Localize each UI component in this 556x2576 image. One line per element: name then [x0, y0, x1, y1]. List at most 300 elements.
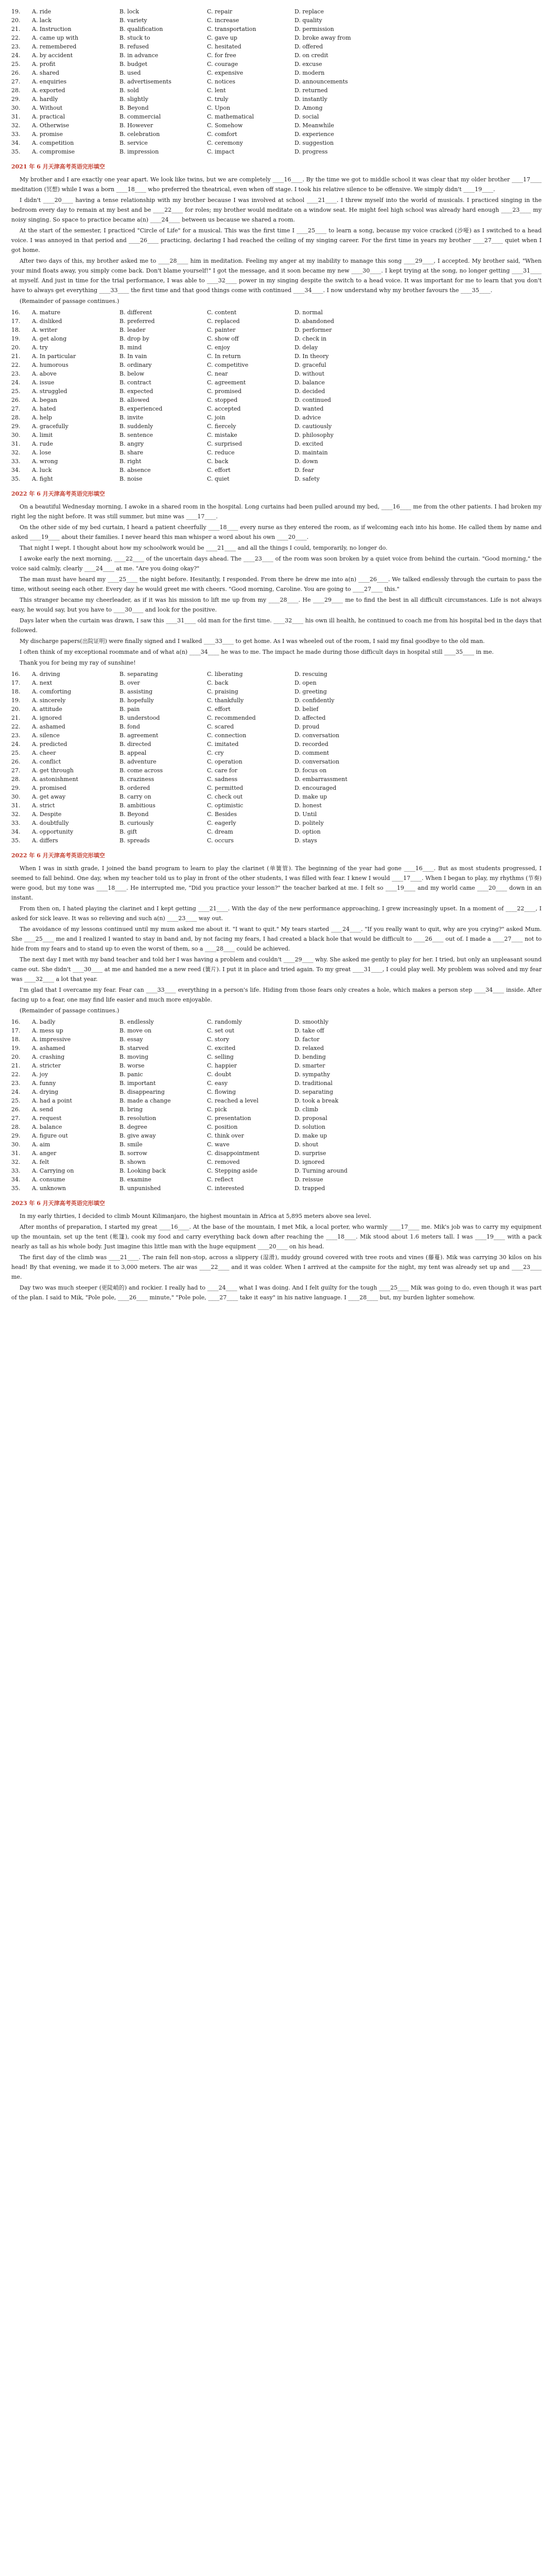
option-c: C. expensive: [207, 70, 244, 76]
option-c: C. reflect: [207, 1176, 234, 1183]
option-a: A. balance: [32, 1124, 62, 1130]
question-number: 26.: [11, 758, 21, 765]
passage-paragraph: Thank you for being my ray of sunshine!: [20, 659, 136, 666]
option-b: B. give away: [119, 1132, 156, 1139]
option-a: A. struggled: [32, 388, 67, 395]
option-c: C. check out: [207, 793, 243, 800]
option-c: C. liberating: [207, 671, 243, 677]
passage-paragraph: The first day of the climb was ____21____. The rain fell non-stop, across a slippery (湿滑), muddy ground covered with tree roots and vines (藤蔓). Mik was carrying 30 kilos on his head! By that evening, we made it to 3,000 meters. The air was ____22____ and it was colder. When I arrived at the campsite for the night, my tent was already set up and ____23____ me.: [11, 1254, 542, 1280]
option-c: C. accepted: [207, 405, 241, 412]
option-b: B. leader: [119, 327, 146, 333]
option-c: C. truly: [207, 96, 229, 103]
option-d: D. conversation: [294, 732, 340, 739]
option-a: A. doubtfully: [32, 820, 69, 826]
option-c: C. ceremony: [207, 140, 243, 146]
option-c: C. In return: [207, 353, 241, 360]
option-d: D. offered: [294, 43, 323, 50]
question-number: 26.: [11, 397, 21, 403]
option-d: D. normal: [294, 309, 323, 316]
option-b: B. made a change: [119, 1097, 171, 1104]
question-number: 22.: [11, 362, 21, 368]
option-d: D. solution: [294, 1124, 325, 1130]
option-a: A. humorous: [32, 362, 68, 368]
option-a: A. strict: [32, 802, 55, 809]
section-title: 2022 年 6 月天津高考英语完形填空: [11, 852, 105, 859]
option-b: B. budget: [119, 61, 148, 67]
option-d: D. balance: [294, 379, 325, 386]
option-c: C. permitted: [207, 785, 244, 791]
passage-paragraph: On a beautiful Wednesday morning, I awoke in a shared room in the hospital. Long curtains had been pulled around my bed, ____16____ me from the other patients. I had broken my right leg the night before. It was still summer, but mine was ____17____.: [11, 503, 542, 520]
option-d: D. performer: [294, 327, 332, 333]
option-d: D. replace: [294, 8, 324, 15]
question-number: 27.: [11, 78, 21, 85]
option-c: C. effort: [207, 467, 231, 473]
option-b: B. essay: [119, 1036, 143, 1043]
option-a: A. practical: [32, 113, 65, 120]
option-c: C. flowing: [207, 1089, 236, 1095]
question-number: 20.: [11, 344, 21, 351]
option-b: B. unpunished: [119, 1185, 161, 1192]
option-d: D. announcements: [294, 78, 348, 85]
option-d: D. focus on: [294, 767, 327, 774]
option-c: C. quiet: [207, 476, 230, 482]
option-c: C. replaced: [207, 318, 240, 325]
passage-paragraph: On the other side of my bed curtain, I heard a patient cheerfully ____18____ every nurse as they entered the room, as if welcoming each into his home. He called them by name and asked ____19____ about their families. I never heard this man whisper a word about his own ____20____.: [11, 524, 542, 540]
question-number: 23.: [11, 1080, 21, 1087]
option-a: A. rude: [32, 440, 53, 447]
option-b: B. spreads: [119, 837, 150, 844]
question-number: 33.: [11, 1167, 21, 1174]
option-d: D. permission: [294, 26, 334, 32]
option-d: D. without: [294, 370, 324, 377]
answer-options: [11, 8, 542, 155]
question-number: 21.: [11, 26, 21, 32]
option-c: C. agreement: [207, 379, 246, 386]
option-a: A. next: [32, 680, 53, 686]
question-number: 27.: [11, 767, 21, 774]
question-number: 32.: [11, 1159, 21, 1165]
passage-paragraph: Day two was much steeper (更陡峭的) and rockier. I really had to ____24____ what I was doing. And I felt guilty for the tough ____25____ Mik was going to do, even though it was part of the plan. I said to Mik, "Pole pole, ____26____ minute," "Pole pole, ____27____ take it easy" in his native language. I ____28____ but, my burden lighter somehow.: [11, 1284, 542, 1301]
option-a: A. get away: [32, 793, 66, 800]
option-a: A. Instruction: [32, 26, 72, 32]
question-number: 34.: [11, 1176, 21, 1183]
option-d: D. option: [294, 828, 321, 835]
option-b: B. carry on: [119, 793, 151, 800]
question-number: 30.: [11, 1141, 21, 1148]
option-a: A. profit: [32, 61, 56, 67]
question-number: 18.: [11, 688, 21, 695]
option-c: C. reached a level: [207, 1097, 258, 1104]
option-c: C. set out: [207, 1027, 235, 1034]
option-d: D. In theory: [294, 353, 329, 360]
answer-options: [11, 309, 542, 482]
option-b: B. expected: [119, 388, 153, 395]
question-number: 32.: [11, 122, 21, 129]
option-d: D. Among: [294, 105, 323, 111]
option-d: D. Until: [294, 811, 317, 818]
option-d: D. suggestion: [294, 140, 334, 146]
question-number: 25.: [11, 750, 21, 756]
option-d: D. progress: [294, 148, 328, 155]
option-d: D. honest: [294, 802, 322, 809]
option-c: C. Somehow: [207, 122, 243, 129]
option-c: C. mathematical: [207, 113, 254, 120]
option-a: A. attitude: [32, 706, 62, 713]
question-number: 28.: [11, 776, 21, 783]
question-number: 17.: [11, 1027, 21, 1034]
option-c: C. position: [207, 1124, 238, 1130]
option-c: C. content: [207, 309, 237, 316]
option-c: C. near: [207, 370, 228, 377]
option-a: A. wrong: [32, 458, 58, 465]
question-number: 31.: [11, 1150, 21, 1157]
question-number: 29.: [11, 96, 21, 103]
option-b: B. ordinary: [119, 362, 152, 368]
option-b: B. come across: [119, 767, 163, 774]
option-c: C. Stepping aside: [207, 1167, 257, 1174]
question-number: 19.: [11, 1045, 21, 1052]
option-d: D. smarter: [294, 1062, 325, 1069]
option-c: C. courage: [207, 61, 238, 67]
option-a: A. compromise: [32, 148, 75, 155]
option-d: D. recorded: [294, 741, 328, 748]
section-title: 2021 年 6 月天津高考英语完形填空: [11, 163, 105, 170]
option-a: A. get along: [32, 335, 67, 342]
option-a: A. hardly: [32, 96, 58, 103]
option-d: D. abandoned: [294, 318, 334, 325]
option-b: B. commercial: [119, 113, 161, 120]
option-a: A. consume: [32, 1176, 65, 1183]
question-number: 16.: [11, 671, 21, 677]
option-d: D. ignored: [294, 1159, 325, 1165]
question-number: 32.: [11, 449, 21, 456]
option-a: A. Despite: [32, 811, 62, 818]
option-a: A. above: [32, 370, 57, 377]
option-b: B. directed: [119, 741, 151, 748]
option-c: C. selling: [207, 1054, 234, 1060]
option-a: A. limit: [32, 432, 53, 438]
option-a: A. stricter: [32, 1062, 61, 1069]
question-number: 35.: [11, 476, 21, 482]
option-d: D. open: [294, 680, 317, 686]
question-number: 24.: [11, 741, 21, 748]
option-a: A. predicted: [32, 741, 67, 748]
option-a: A. anger: [32, 1150, 57, 1157]
option-d: D. wanted: [294, 405, 324, 412]
question-number: 19.: [11, 697, 21, 704]
option-a: A. hated: [32, 405, 56, 412]
option-d: D. bending: [294, 1054, 326, 1060]
question-number: 31.: [11, 802, 21, 809]
answer-options: [11, 671, 542, 844]
option-b: B. bring: [119, 1106, 143, 1113]
option-c: C. painter: [207, 327, 236, 333]
option-b: B. drop by: [119, 335, 149, 342]
option-b: B. understood: [119, 715, 160, 721]
option-b: B. invite: [119, 414, 144, 421]
option-c: C. transportation: [207, 26, 256, 32]
option-d: D. philosophy: [294, 432, 334, 438]
option-d: D. conversation: [294, 758, 340, 765]
option-c: C. join: [207, 414, 225, 421]
option-c: C. interested: [207, 1185, 244, 1192]
option-d: D. rescuing: [294, 671, 327, 677]
option-d: D. factor: [294, 1036, 320, 1043]
question-number: 31.: [11, 113, 21, 120]
question-number: 19.: [11, 8, 21, 15]
option-d: D. surprise: [294, 1150, 326, 1157]
option-a: A. driving: [32, 671, 60, 677]
option-d: D. took a break: [294, 1097, 339, 1104]
option-a: A. funny: [32, 1080, 56, 1087]
question-number: 25.: [11, 61, 21, 67]
option-c: C. reduce: [207, 449, 235, 456]
passage-paragraph: My discharge papers(出院证明) were finally signed and I walked ____33____ to get home. As I was wheeled out of the room, I said my final goodbye to the old man.: [20, 638, 485, 645]
question-number: 16.: [11, 309, 21, 316]
option-b: B. resolution: [119, 1115, 157, 1122]
question-number: 17.: [11, 680, 21, 686]
option-a: A. promised: [32, 785, 67, 791]
question-number: 22.: [11, 35, 21, 41]
option-d: D. make up: [294, 1132, 327, 1139]
option-b: B. in advance: [119, 52, 159, 59]
passage-paragraph: My brother and I are exactly one year apart. We look like twins, but we are completely ____16____. By the time we got to middle school it was clear that my older brother ____17____ meditation (冥想) while I was a born ____18____ who preferred the theatrical, even when off stage. I took his relative silence to be offensive. We simply didn't ____19____.: [11, 176, 542, 193]
option-c: C. comfort: [207, 131, 237, 138]
option-c: C. wave: [207, 1141, 230, 1148]
option-a: A. disliked: [32, 318, 62, 325]
question-number: 24.: [11, 379, 21, 386]
option-a: A. crashing: [32, 1054, 65, 1060]
option-a: A. request: [32, 1115, 62, 1122]
option-b: B. right: [119, 458, 142, 465]
option-b: B. moving: [119, 1054, 148, 1060]
option-b: B. pain: [119, 706, 140, 713]
option-d: D. belief: [294, 706, 319, 713]
question-number: 25.: [11, 388, 21, 395]
option-a: A. In particular: [32, 353, 76, 360]
option-d: D. delay: [294, 344, 318, 351]
passage-paragraph: In my early thirties, I decided to climb Mount Kilimanjaro, the highest mountain in Africa at 5,895 meters above sea level.: [20, 1213, 372, 1219]
option-a: A. fight: [32, 476, 53, 482]
option-c: C. imitated: [207, 741, 239, 748]
option-b: B. impression: [119, 148, 159, 155]
option-b: B. absence: [119, 467, 151, 473]
option-c: C. easy: [207, 1080, 228, 1087]
question-number: 35.: [11, 837, 21, 844]
option-b: B. sold: [119, 87, 139, 94]
option-b: B. In vain: [119, 353, 147, 360]
option-c: C. randomly: [207, 1019, 242, 1025]
option-d: D. trapped: [294, 1185, 325, 1192]
option-c: C. operation: [207, 758, 242, 765]
option-a: A. badly: [32, 1019, 56, 1025]
option-b: B. service: [119, 140, 148, 146]
option-a: A. sincerely: [32, 697, 66, 704]
option-d: D. make up: [294, 793, 327, 800]
passage-paragraph: When I was in sixth grade, I joined the band program to learn to play the clarinet (单簧管). The beginning of the year had gone ____16____. But as most students progressed, I seemed to fall behind. One day, when my teacher told us to play in front of the other students, I was filled with fear. I knew I would ____17____. When I began to play, my rhythms (节奏) were good, but my tone was ____18____. He interrupted me, "Did you practice your lesson?" the teacher barked at me. I felt so ____19____ and my world came ____20____ down in an instant.: [11, 865, 542, 901]
option-d: D. cautiously: [294, 423, 332, 430]
option-a: A. mature: [32, 309, 61, 316]
option-c: C. think over: [207, 1132, 244, 1139]
question-number: 22.: [11, 723, 21, 730]
option-c: C. thankfully: [207, 697, 244, 704]
option-a: A. competition: [32, 140, 74, 146]
passage-paragraph: I often think of my exceptional roommate and of what a(n) ____34____ he was to me. The impact he made during those difficult days in hospital still ____35____ in me.: [20, 649, 494, 655]
option-d: D. fear: [294, 467, 314, 473]
option-a: A. send: [32, 1106, 54, 1113]
option-d: D. stays: [294, 837, 317, 844]
option-b: B. important: [119, 1080, 156, 1087]
passage-paragraph: I awoke early the next morning, ____22____ of the uncertain days ahead. The ____23____ of the room was soon broken by a quiet voice from behind the curtain. "Good morning," the voice said calmly, clearly ____24____ at me. "Are you doing okay?": [11, 555, 542, 572]
option-a: A. figure out: [32, 1132, 68, 1139]
question-number: 26.: [11, 70, 21, 76]
option-d: D. graceful: [294, 362, 326, 368]
option-d: D. advice: [294, 414, 321, 421]
option-a: A. began: [32, 397, 58, 403]
question-number: 20.: [11, 706, 21, 713]
question-number: 27.: [11, 405, 21, 412]
option-d: D. smoothly: [294, 1019, 328, 1025]
passage-paragraph: (Remainder of passage continues.): [20, 298, 119, 304]
question-number: 29.: [11, 423, 21, 430]
option-c: C. optimistic: [207, 802, 244, 809]
option-c: C. fiercely: [207, 423, 236, 430]
option-d: D. relaxed: [294, 1045, 324, 1052]
option-a: A. luck: [32, 467, 52, 473]
option-d: D. traditional: [294, 1080, 333, 1087]
option-b: B. suddenly: [119, 423, 153, 430]
option-d: D. proud: [294, 723, 320, 730]
question-number: 23.: [11, 732, 21, 739]
option-d: D. social: [294, 113, 319, 120]
option-a: A. issue: [32, 379, 55, 386]
passage-paragraph: I'm glad that I overcame my fear. Fear can ____33____ everything in a person's life. Hiding from those fears only creates a hole, which makes a person step ____34____ inside. After facing up to a fear, one may find life easier and much more enjoyable.: [11, 987, 542, 1003]
option-c: C. story: [207, 1036, 230, 1043]
option-c: C. surprised: [207, 440, 242, 447]
option-b: B. separating: [119, 671, 158, 677]
option-b: B. disappearing: [119, 1089, 165, 1095]
option-d: D. separating: [294, 1089, 334, 1095]
option-b: B. used: [119, 70, 141, 76]
option-c: C. competitive: [207, 362, 249, 368]
option-c: C. happier: [207, 1062, 237, 1069]
option-d: D. confidently: [294, 697, 335, 704]
option-b: B. craziness: [119, 776, 154, 783]
option-b: B. contract: [119, 379, 151, 386]
question-number: 17.: [11, 318, 21, 325]
option-c: C. connection: [207, 732, 247, 739]
option-b: B. preferred: [119, 318, 155, 325]
option-d: D. affected: [294, 715, 326, 721]
option-b: B. over: [119, 680, 140, 686]
option-d: D. Turning around: [294, 1167, 348, 1174]
option-b: B. appeal: [119, 750, 147, 756]
option-b: B. ordered: [119, 785, 150, 791]
passage-paragraph: The man must have heard my ____25____ the night before. Hesitantly, I responded. From there he drew me into a(n) ____26____. We talked endlessly through the curtain to pass the time, without seeing each other. Every day he would greet me with cheers. "Good morning, Caroline. You are going to ____27____ this.": [11, 576, 542, 592]
option-a: A. cheer: [32, 750, 56, 756]
option-b: B. variety: [119, 17, 147, 24]
option-c: C. gave up: [207, 35, 237, 41]
option-c: C. presentation: [207, 1115, 251, 1122]
option-d: D. encouraged: [294, 785, 337, 791]
passage-paragraph: Days later when the curtain was drawn, I saw this ____31____ old man for the first time. ____32____ his own ill health, he continued to coach me from his hospital bed in the days that followed.: [11, 617, 542, 634]
option-a: A. try: [32, 344, 48, 351]
option-a: A. lose: [32, 449, 51, 456]
option-c: C. promised: [207, 388, 242, 395]
option-a: A. help: [32, 414, 53, 421]
question-number: 29.: [11, 785, 21, 791]
question-number: 27.: [11, 1115, 21, 1122]
section-title: 2023 年 6 月天津高考英语完形填空: [11, 1200, 105, 1207]
option-c: C. Besides: [207, 811, 237, 818]
option-a: A. remembered: [32, 43, 77, 50]
option-d: D. safety: [294, 476, 320, 482]
answer-options: [11, 1019, 542, 1192]
question-number: 24.: [11, 52, 21, 59]
option-d: D. excuse: [294, 61, 322, 67]
option-b: B. fond: [119, 723, 140, 730]
option-a: A. by accident: [32, 52, 73, 59]
option-c: C. enjoy: [207, 344, 230, 351]
option-a: A. drying: [32, 1089, 59, 1095]
option-a: A. writer: [32, 327, 58, 333]
option-b: B. panic: [119, 1071, 143, 1078]
question-number: 28.: [11, 87, 21, 94]
option-a: A. came up with: [32, 35, 79, 41]
option-c: C. recommended: [207, 715, 256, 721]
question-number: 32.: [11, 811, 21, 818]
question-number: 28.: [11, 414, 21, 421]
option-c: C. mistake: [207, 432, 237, 438]
option-c: C. stopped: [207, 397, 238, 403]
passage-paragraph: After months of preparation, I started my great ____16____. At the base of the mountain, I met Mik, a local porter, who warmly ____17____ me. Mik's job was to carry my equipment up the mountain, set up the tent (帐篷), cook my food and carry everything back down after reaching the ____18____. Mik stood about 1.6 meters tall. I was ____19____ with a pack nearly as tall as his whole body. Just imagine this little man with the huge equipment ____20____ on his head.: [11, 1224, 542, 1250]
question-number: 22.: [11, 1071, 21, 1078]
passage-paragraph: From then on, I hated playing the clarinet and I kept getting ____21____. With the day of the new performance approaching, I grew increasingly upset. In a moment of ____22____, I asked for sick leave. It was so relieving and such a(n) ____23____ way out.: [11, 905, 542, 922]
question-number: 33.: [11, 820, 21, 826]
option-a: A. gracefully: [32, 423, 68, 430]
option-c: C. sadness: [207, 776, 238, 783]
option-d: D. broke away from: [294, 35, 351, 41]
option-a: A. astonishment: [32, 776, 78, 783]
option-c: C. occurs: [207, 837, 234, 844]
option-c: C. hesitated: [207, 43, 241, 50]
option-b: B. refused: [119, 43, 149, 50]
option-d: D. down: [294, 458, 318, 465]
option-a: A. unknown: [32, 1185, 66, 1192]
passage-paragraph: The next day I met with my band teacher and told her I was having a problem and couldn't ____29____ why. She asked me gently to play for her. I tried, but only an unpleasant sound came out. She didn't ____30____ at me and handed me a new reed (簧片). I put it in place and tried again. To my great ____31____, I could play well. My problem was solved and my fear was ____32____ a lot that year.: [11, 956, 542, 982]
option-a: A. exported: [32, 87, 65, 94]
option-b: B. slightly: [119, 96, 149, 103]
option-b: B. move on: [119, 1027, 152, 1034]
option-a: A. shared: [32, 70, 60, 76]
option-d: D. take off: [294, 1027, 324, 1034]
option-b: B. hopefully: [119, 697, 154, 704]
option-b: B. examine: [119, 1176, 151, 1183]
option-c: C. repair: [207, 8, 233, 15]
option-c: C. back: [207, 680, 229, 686]
option-a: A. promise: [32, 131, 63, 138]
option-d: D. shout: [294, 1141, 319, 1148]
option-a: A. had a point: [32, 1097, 72, 1104]
question-number: 24.: [11, 1089, 21, 1095]
option-a: A. comforting: [32, 688, 72, 695]
option-c: C. scared: [207, 723, 234, 730]
option-d: D. greeting: [294, 688, 327, 695]
option-c: C. removed: [207, 1159, 240, 1165]
option-a: A. get through: [32, 767, 74, 774]
option-b: B. stuck to: [119, 35, 150, 41]
option-b: B. Beyond: [119, 811, 149, 818]
